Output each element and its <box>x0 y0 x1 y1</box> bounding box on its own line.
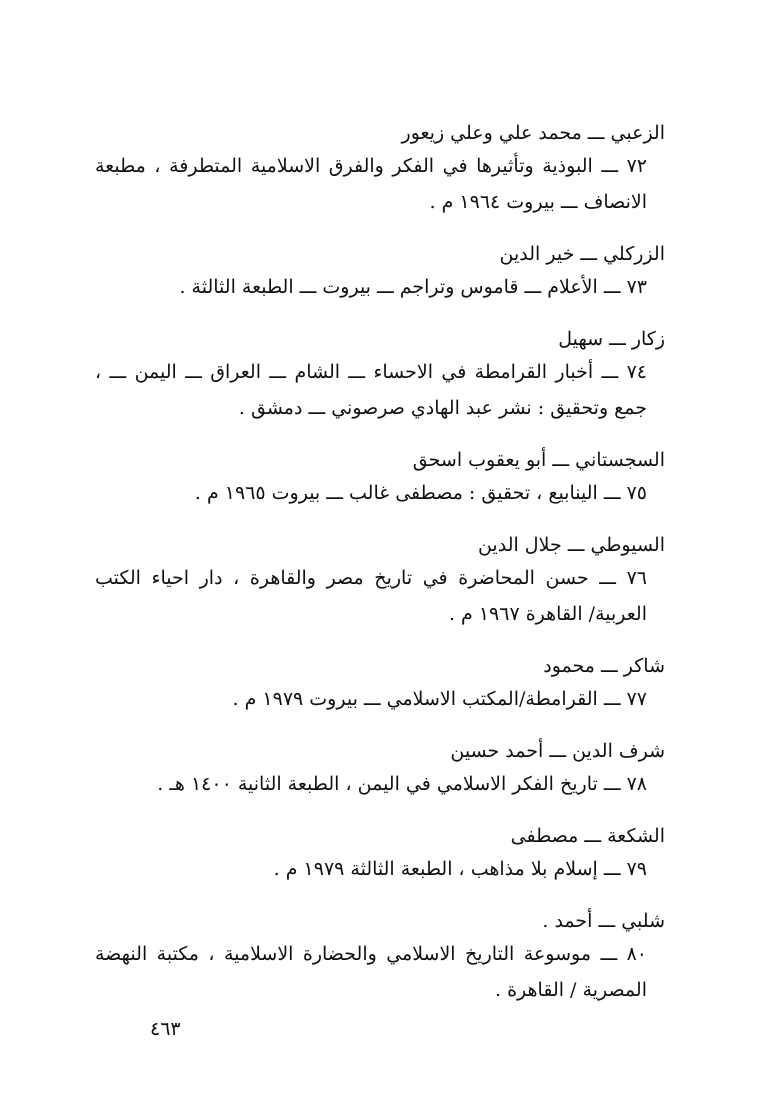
entry-work: ٧٤ ـــ أخبار القرامطة في الاحساء ـــ الشام ـــ العراق ـــ اليمن ـــ ، جمع وتحقيق : نشر عبد الهادي صرصوني ـــ دمشق . <box>95 361 647 419</box>
entry-author: السجستاني ـــ أبو يعقوب اسحق <box>412 449 665 471</box>
entry-author: الزعبي ـــ محمد علي وعلي زيعور <box>401 122 665 144</box>
entry-work: ٧٦ ـــ حسن المحاضرة في تاريخ مصر والقاهرة ، دار احياء الكتب العربية/ القاهرة ١٩٦٧ م . <box>95 567 647 625</box>
entry-author: شاكر ـــ محمود <box>543 655 665 677</box>
entry-work: ٧٢ ـــ البوذية وتأثيرها في الفكر والفرق الاسلامية المتطرفة ، مطبعة الانصاف ـــ بيروت ١٩٦٤ م . <box>95 155 647 213</box>
entry-author: الزركلي ـــ خير الدين <box>499 243 665 265</box>
bibliography-entry <box>95 530 665 632</box>
entry-work: ٧٧ ـــ القرامطة/المكتب الاسلامي ـــ بيروت ١٩٧٩ م . <box>232 688 647 710</box>
entry-work: ٧٩ ـــ إسلام بلا مذاهب ، الطبعة الثالثة ١٩٧٩ م . <box>273 858 647 880</box>
bibliography-entry <box>95 239 665 305</box>
entry-author: زكار ـــ سهيل <box>558 328 665 350</box>
entry-work: ٨٠ ـــ موسوعة التاريخ الاسلامي والحضارة الاسلامية ، مكتبة النهضة المصرية / القاهرة . <box>95 943 647 1001</box>
entry-work: ٧٨ ـــ تاريخ الفكر الاسلامي في اليمن ، الطبعة الثانية ١٤٠٠ هـ . <box>157 773 647 795</box>
bibliography-entry <box>95 324 665 426</box>
bibliography-entry <box>95 118 665 220</box>
bibliography-entry <box>95 445 665 511</box>
entry-work: ٧٣ ـــ الأعلام ـــ قاموس وتراجم ـــ بيروت ـــ الطبعة الثالثة . <box>179 276 647 298</box>
bibliography-entry <box>95 821 665 887</box>
entry-author: السيوطي ـــ جلال الدين <box>477 534 665 556</box>
bibliography-entry <box>95 736 665 802</box>
bibliography-entry <box>95 651 665 717</box>
entry-work: ٧٥ ـــ الينابيع ، تحقيق : مصطفى غالب ـــ بيروت ١٩٦٥ م . <box>194 482 647 504</box>
bibliography-entry <box>95 906 665 1008</box>
bibliography-list <box>95 118 665 1027</box>
entry-author: شرف الدين ـــ أحمد حسين <box>450 740 665 762</box>
entry-author: الشكعة ـــ مصطفى <box>510 825 665 847</box>
entry-author: شلبي ـــ أحمد . <box>542 910 665 932</box>
page-number: ٤٦٣ <box>150 1018 181 1040</box>
